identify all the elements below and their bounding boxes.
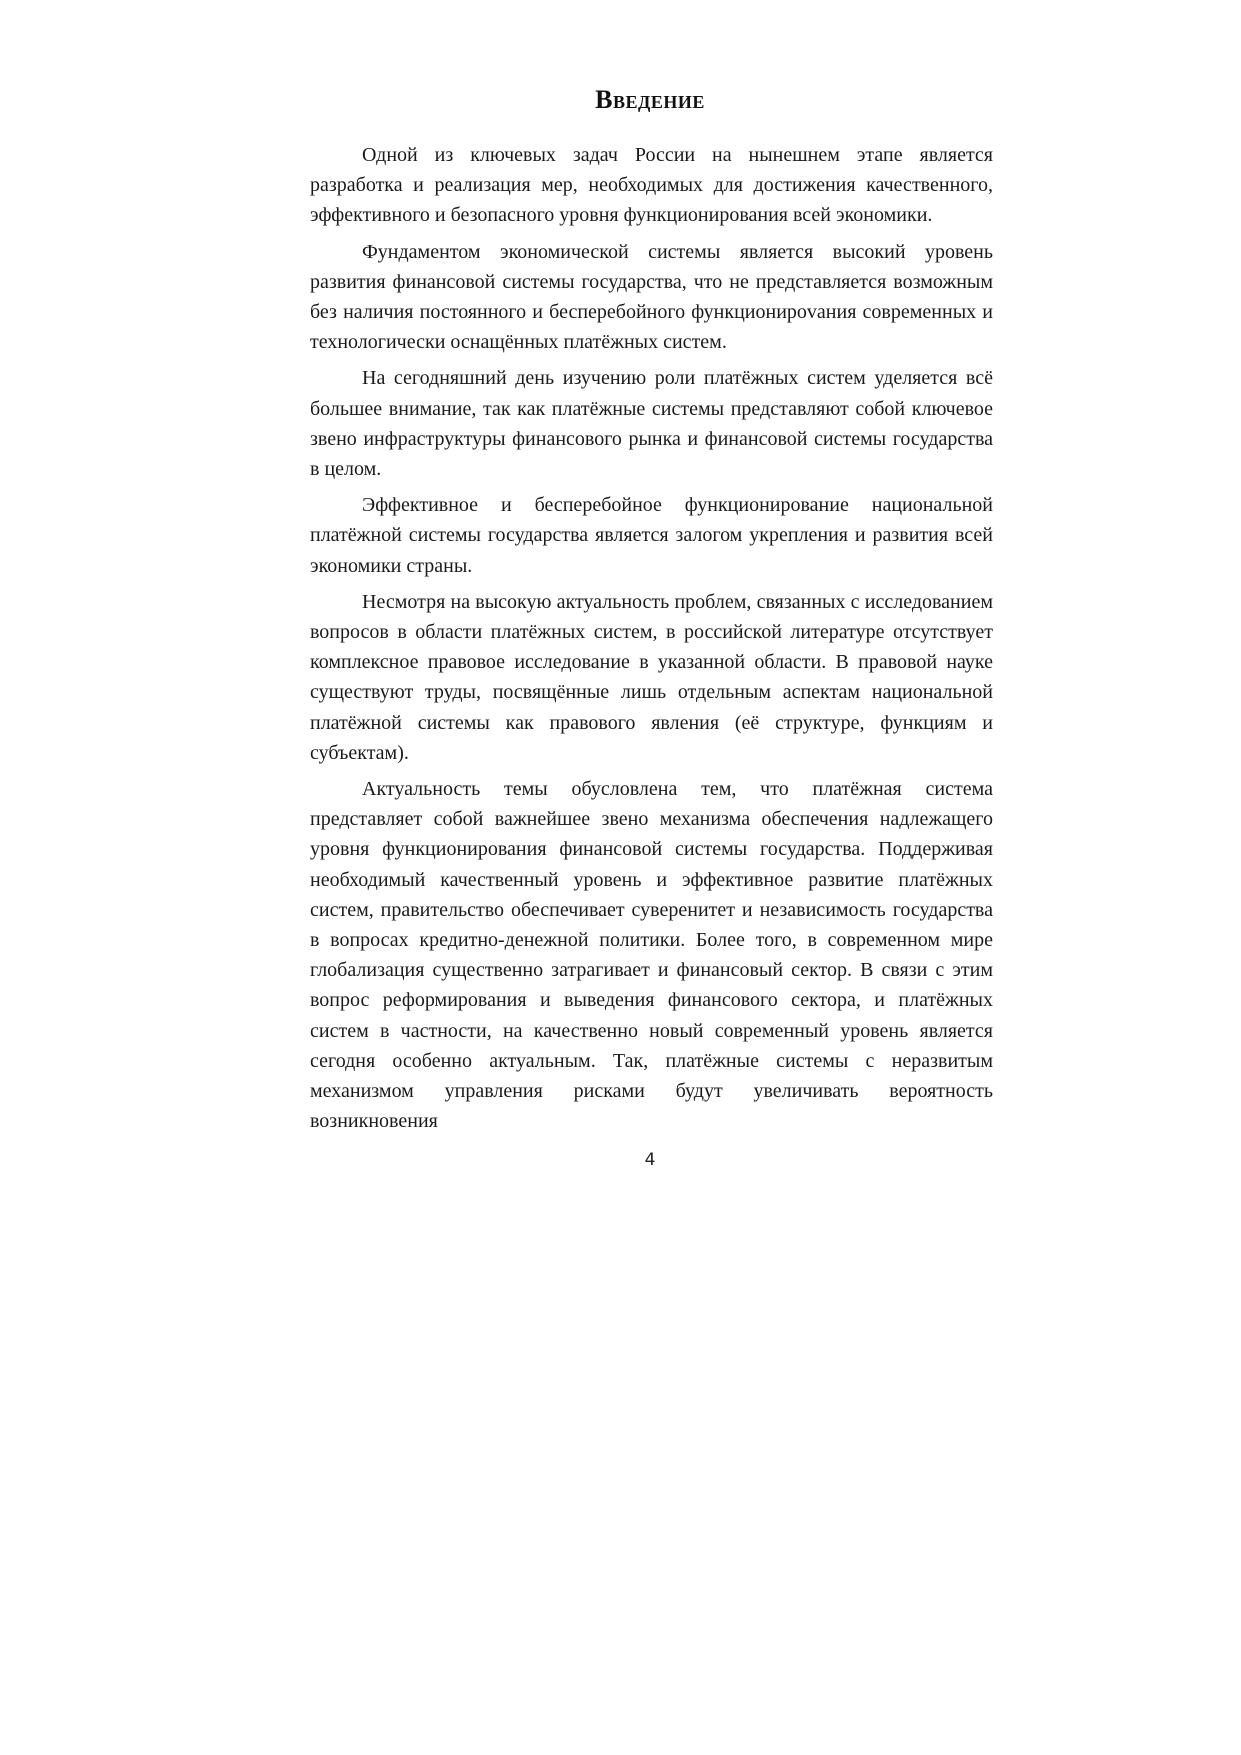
paragraph-1: Одной из ключевых задач России на нынешнем этапе является разработка и реализация мер, необходимых для достижения качественного, эффективного и безопасного уровня функционирования всей экономики. [310,144,993,227]
section-heading: Введение [595,85,705,114]
paragraph-5: Несмотря на высокую актуальность проблем, связанных с исследованием вопросов в области платёжных систем, в российской литературе отсутствует комплексное правовое исследование в указанной области. В правовой науке существуют труды, посвящённые лишь отдельным аспектам национальной платёжной системы как правового явления (её структуре, функциям и субъектам). [310,590,993,764]
paragraph-6: Актуальность темы обусловлена тем, что платёжная система представляет собой важнейшее звено механизма обеспечения надлежащего уровня функционирования финансовой системы государства. Поддерживая необходимый качественный уровень и эффективное развитие платёжных систем, правительство обеспечивает суверенитет и независимость государства в вопросах кредитно-денежной политики. Более того, в современном мире глобализация существенно затрагивает и финансовый сектор. В связи с этим вопрос реформирования и выведения финансового сектора, и платёжных систем в частности, на качественно новый современный уровень является сегодня особенно актуальным. Так, платёжные системы с неразвитым механизмом управления рисками будут увеличивать вероятность возникновения [310,778,993,1133]
paragraph-2: Фундаментом экономической системы является высокий уровень развития финансовой системы государства, что не представляется возможным без наличия постоянного и бесперебойного функционироvания современных и технологически оснащённых платёжных систем. [310,240,993,354]
paragraph-4: Эффективное и бесперебойное функционирование национальной платёжной системы государства является залогом укрепления и развития всей экономики страны. [310,494,993,577]
page-number: 4 [644,1150,656,1170]
paragraph-3: На сегодняшний день изучению роли платёжных систем уделяется всё большее внимание, так как платёжные системы представляют собой ключевое звено инфраструктуры финансового рынка и финансовой системы государства в целом. [310,367,993,481]
body-text [310,140,993,1143]
